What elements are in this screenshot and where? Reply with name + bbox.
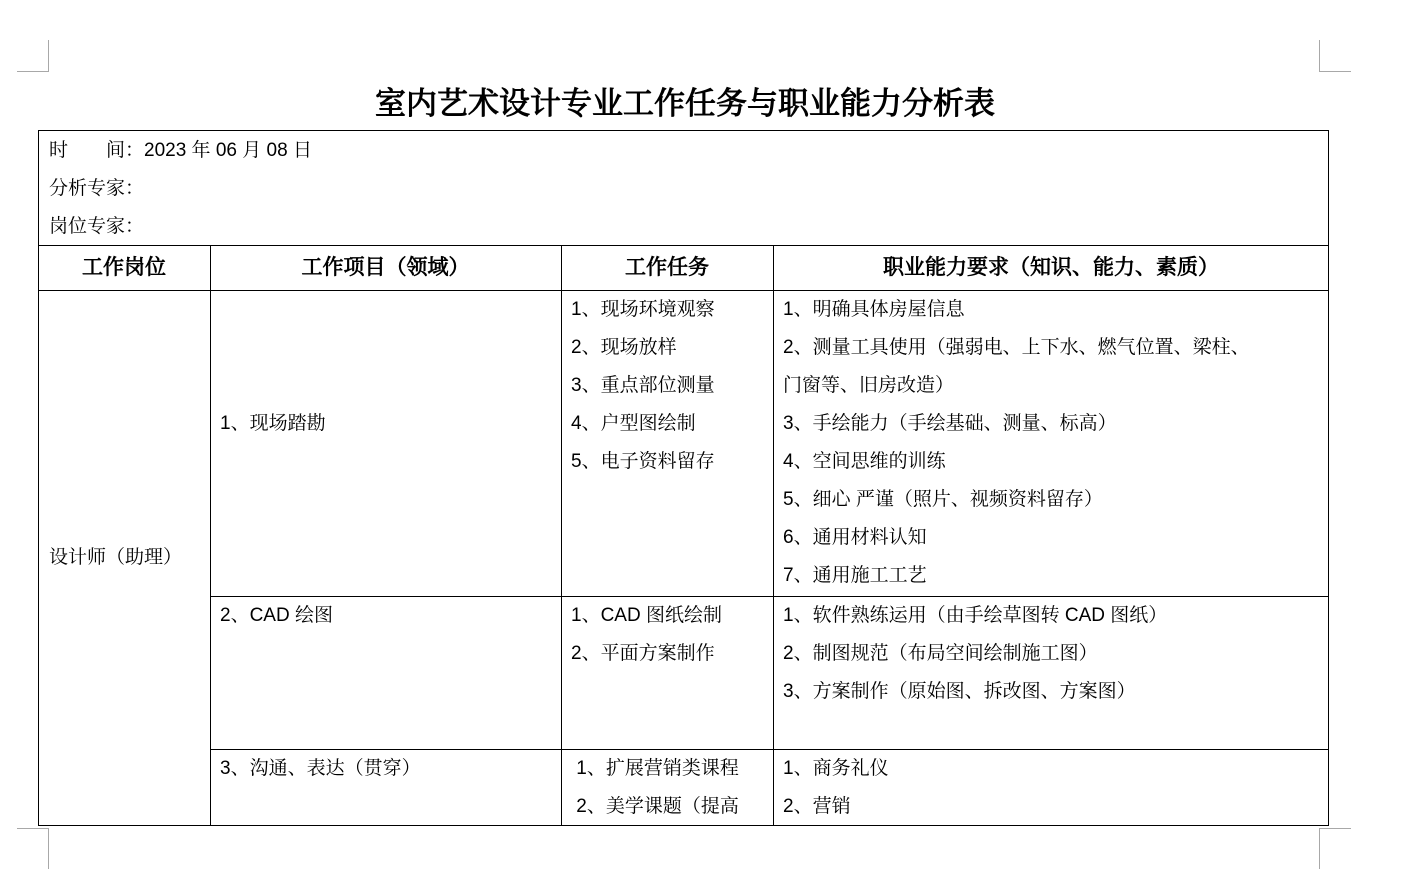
row2-project: 2、CAD 绘图 (220, 605, 333, 626)
ability-item: 1、商务礼仪 (783, 758, 889, 779)
meta-time-label: 时 间： (49, 140, 145, 161)
page-corner-mark-top-left (17, 40, 49, 72)
ability-item: 门窗等、旧房改造） (783, 375, 955, 396)
header-position: 工作岗位 (82, 256, 166, 279)
row1-tasks (571, 291, 715, 481)
table-border-left (38, 130, 39, 826)
header-abilities: 职业能力要求（知识、能力、素质） (883, 256, 1219, 279)
task-item: 1、CAD 图纸绘制 (571, 605, 722, 626)
ability-item: 7、通用施工工艺 (783, 565, 927, 586)
meta-analysis-expert (49, 170, 144, 208)
task-item: 1、扩展营销类课程 (571, 758, 739, 779)
meta-time (49, 132, 312, 170)
task-item: 3、重点部位测量 (571, 375, 715, 396)
row2-tasks (571, 597, 722, 673)
header-project: 工作项目（领域） (301, 256, 470, 279)
ability-item: 6、通用材料认知 (783, 527, 927, 548)
ability-item: 4、空间思维的训练 (783, 451, 946, 472)
row3-project: 3、沟通、表达（贯穿） (220, 758, 421, 779)
table-border-right (1328, 130, 1329, 826)
row2-abilities (783, 597, 1167, 711)
row3-abilities (783, 750, 889, 826)
ability-item: 2、营销 (783, 796, 851, 817)
row1-project: 1、现场踏勘 (220, 413, 326, 434)
ability-item: 3、手绘能力（手绘基础、测量、标高） (783, 413, 1117, 434)
meta-post-expert (49, 208, 144, 246)
row1-abilities (783, 291, 1250, 595)
page-corner-mark-bottom-left (17, 828, 49, 869)
header-tasks: 工作任务 (625, 256, 709, 279)
meta-time-value: 2023 年 06 月 08 日 (144, 140, 312, 161)
ability-item: 1、软件熟练运用（由手绘草图转 CAD 图纸） (783, 605, 1168, 626)
meta-analysis-expert-label: 分析专家： (49, 178, 145, 199)
meta-post-expert-label: 岗位专家： (49, 216, 145, 237)
ability-item: 5、细心 严谨（照片、视频资料留存） (783, 489, 1103, 510)
row3-tasks (571, 750, 739, 826)
task-item: 5、电子资料留存 (571, 451, 715, 472)
table-col-divider-1 (210, 245, 211, 826)
position-cell: 设计师（助理） (49, 547, 183, 568)
ability-item: 1、明确具体房屋信息 (783, 299, 965, 320)
document-title: 室内艺术设计专业工作任务与职业能力分析表 (375, 86, 995, 122)
task-item: 1、现场环境观察 (571, 299, 715, 320)
task-item: 2、平面方案制作 (571, 643, 715, 664)
page-corner-mark-top-right (1319, 40, 1351, 72)
task-item: 4、户型图绘制 (571, 413, 696, 434)
page-corner-mark-bottom-right (1319, 828, 1351, 869)
ability-item: 2、测量工具使用（强弱电、上下水、燃气位置、梁柱、 (783, 337, 1250, 358)
table-col-divider-2 (561, 245, 562, 826)
ability-item: 2、制图规范（布局空间绘制施工图） (783, 643, 1098, 664)
task-item: 2、美学课题（提高 (571, 796, 739, 817)
table-col-divider-3 (773, 245, 774, 826)
analysis-table (38, 130, 1329, 826)
table-border-top (38, 130, 1329, 131)
task-item: 2、现场放样 (571, 337, 677, 358)
ability-item: 3、方案制作（原始图、拆改图、方案图） (783, 681, 1136, 702)
